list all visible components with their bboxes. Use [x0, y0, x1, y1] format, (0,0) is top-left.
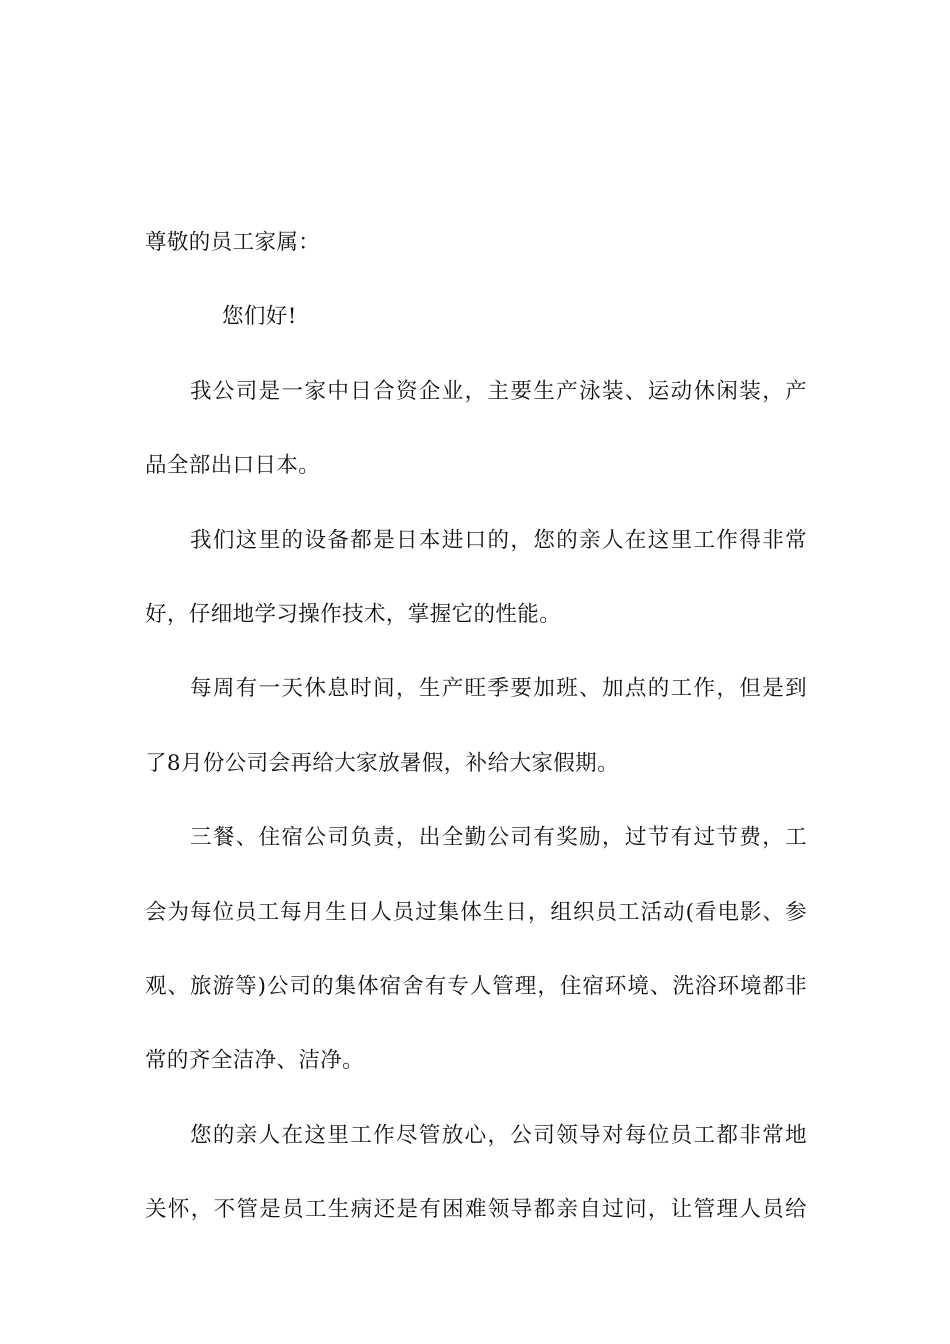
paragraph-3-line-2: 了8月份公司会再给大家放暑假，补给大家假期。 [145, 750, 619, 776]
greeting: 您们好! [222, 304, 297, 330]
paragraph-1-line-2: 品全部出口日本。 [145, 453, 321, 479]
paragraph-4-line-3: 观、旅游等)公司的集体宿舍有专人管理，住宿环境、洗浴环境都非 [145, 973, 807, 999]
paragraph-4-line-1: 三餐、住宿公司负责，出全勤公司有奖励，过节有过节费，工 [190, 825, 807, 851]
paragraph-2-line-1: 我们这里的设备都是日本进口的，您的亲人在这里工作得非常 [190, 527, 807, 553]
letter-body [145, 206, 807, 1247]
paragraph-2-line-2: 好，仔细地学习操作技术，掌握它的性能。 [145, 601, 562, 627]
paragraph-3-line-1: 每周有一天休息时间，生产旺季要加班、加点的工作，但是到 [190, 676, 807, 702]
paragraph-4-line-2: 会为每位员工每月生日人员过集体生日，组织员工活动(看电影、参 [145, 899, 807, 925]
paragraph-5-line-2: 关怀，不管是员工生病还是有困难领导都亲自过问，让管理人员给 [145, 1197, 807, 1223]
paragraph-1-line-1: 我公司是一家中日合资企业，主要生产泳装、运动休闲装，产 [190, 378, 807, 404]
paragraph-5-line-1: 您的亲人在这里工作尽管放心，公司领导对每位员工都非常地 [190, 1122, 807, 1148]
salutation: 尊敬的员工家属： [145, 230, 321, 255]
paragraph-4-line-4: 常的齐全洁净、洁净。 [145, 1048, 365, 1074]
